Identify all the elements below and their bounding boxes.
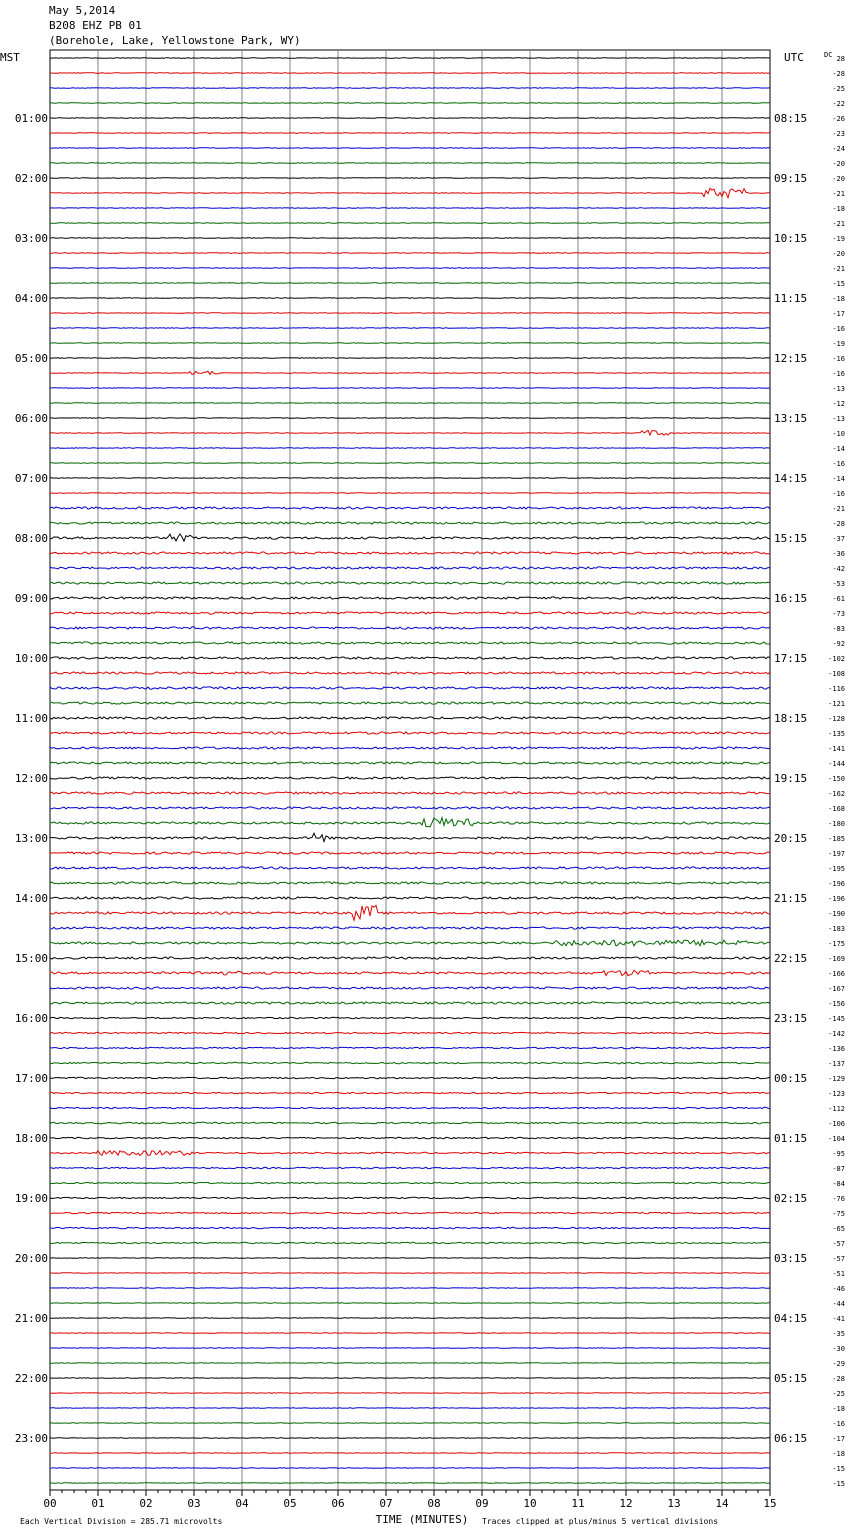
dc-offset-label: -20 — [832, 175, 845, 183]
dc-offset-label: -16 — [832, 355, 845, 363]
dc-offset-label: -95 — [832, 1150, 845, 1158]
trace-line — [50, 298, 770, 299]
trace-line — [50, 178, 770, 179]
left-hour-label: 11:00 — [14, 712, 48, 725]
dc-offset-label: -76 — [832, 1195, 845, 1203]
dc-offset-label: -169 — [828, 955, 845, 963]
trace-line — [50, 940, 770, 946]
dc-offset-label: -21 — [832, 220, 845, 228]
trace-line — [50, 747, 770, 749]
trace-line — [50, 1303, 770, 1304]
left-hour-label: 12:00 — [14, 772, 48, 785]
dc-offset-label: -16 — [832, 370, 845, 378]
left-hour-label: 08:00 — [14, 532, 48, 545]
dc-offset-label: -53 — [832, 580, 845, 588]
dc-offset-label: -12 — [832, 400, 845, 408]
trace-line — [50, 1107, 770, 1108]
trace-line — [50, 463, 770, 464]
trace-line — [50, 493, 770, 494]
trace-line — [50, 897, 770, 899]
trace-line — [50, 388, 770, 389]
right-hour-label: 00:15 — [774, 1072, 808, 1085]
dc-offset-label: -75 — [832, 1210, 845, 1218]
trace-line — [50, 343, 770, 344]
dc-offset-label: 28 — [836, 55, 845, 63]
plot-frame — [50, 50, 770, 1490]
trace-line — [50, 1258, 770, 1259]
dc-offset-label: -44 — [832, 1300, 845, 1308]
x-tick-label: 08 — [427, 1497, 441, 1510]
dc-offset-label: -129 — [828, 1075, 845, 1083]
dc-offset-label: -21 — [832, 190, 845, 198]
dc-offset-label: -16 — [832, 325, 845, 333]
trace-line — [50, 1062, 770, 1063]
trace-line — [50, 148, 770, 149]
right-hour-label: 06:15 — [774, 1432, 808, 1445]
trace-line — [50, 1151, 770, 1156]
dc-offset-label: -116 — [828, 685, 845, 693]
dc-offset-label: -135 — [828, 730, 845, 738]
right-hour-label: 23:15 — [774, 1012, 808, 1025]
dc-offset-label: -17 — [832, 310, 845, 318]
dc-offset-label: -25 — [832, 1390, 845, 1398]
right-hour-label: 12:15 — [774, 352, 808, 365]
dc-offset-label: -65 — [832, 1225, 845, 1233]
location-label: (Borehole, Lake, Yellowstone Park, WY) — [49, 34, 301, 47]
trace-line — [50, 478, 770, 479]
dc-offset-label: -14 — [832, 475, 845, 483]
right-hour-label: 08:15 — [774, 112, 808, 125]
dc-offset-label: -142 — [828, 1030, 845, 1038]
right-hour-label: 02:15 — [774, 1192, 808, 1205]
station-label: B208 EHZ PB 01 — [49, 19, 142, 32]
dc-offset-label: -18 — [832, 1450, 845, 1458]
trace-line — [50, 403, 770, 404]
dc-offset-label: -150 — [828, 775, 845, 783]
trace-line — [50, 1242, 770, 1243]
trace-line — [50, 313, 770, 314]
dc-offset-label: -51 — [832, 1270, 845, 1278]
right-hour-label: 22:15 — [774, 952, 808, 965]
trace-line — [50, 1092, 770, 1093]
trace-line — [50, 73, 770, 74]
dc-offset-label: -144 — [828, 760, 845, 768]
x-axis-title: TIME (MINUTES) — [375, 1513, 469, 1526]
left-hour-label: 03:00 — [14, 232, 48, 245]
right-hour-label: 03:15 — [774, 1252, 808, 1265]
dc-offset-label: -22 — [832, 100, 845, 108]
dc-offset-label: -16 — [832, 490, 845, 498]
trace-line — [50, 777, 770, 779]
x-tick-label: 13 — [667, 1497, 681, 1510]
left-hour-label: 05:00 — [14, 352, 48, 365]
dc-offset-label: -35 — [832, 1330, 845, 1338]
left-hour-label: 15:00 — [14, 952, 48, 965]
x-tick-label: 14 — [715, 1497, 729, 1510]
dc-offset-label: -57 — [832, 1255, 845, 1263]
dc-offset-label: -156 — [828, 1000, 845, 1008]
trace-line — [50, 905, 770, 920]
trace-line — [50, 1453, 770, 1454]
right-hour-label: 01:15 — [774, 1132, 808, 1145]
right-hour-label: 09:15 — [774, 172, 808, 185]
dc-offset-label: -24 — [832, 145, 845, 153]
left-hour-label: 21:00 — [14, 1312, 48, 1325]
dc-offset-label: -18 — [832, 1405, 845, 1413]
dc-offset-label: -112 — [828, 1105, 845, 1113]
dc-offset-label: -57 — [832, 1240, 845, 1248]
dc-offset-label: -36 — [832, 550, 845, 558]
trace-line — [50, 1197, 770, 1198]
x-tick-label: 10 — [523, 1497, 537, 1510]
trace-line — [50, 1333, 770, 1334]
trace-line — [50, 328, 770, 329]
dc-offset-label: -15 — [832, 280, 845, 288]
trace-line — [50, 1288, 770, 1289]
trace-line — [50, 448, 770, 449]
trace-line — [50, 1212, 770, 1213]
dc-offset-label: -18 — [832, 295, 845, 303]
x-tick-label: 15 — [763, 1497, 777, 1510]
trace-line — [50, 208, 770, 209]
trace-line — [50, 1182, 770, 1183]
left-hour-label: 23:00 — [14, 1432, 48, 1445]
dc-offset-label: -102 — [828, 655, 845, 663]
dc-offset-label: -18 — [832, 205, 845, 213]
trace-line — [50, 1378, 770, 1379]
trace-line — [50, 1483, 770, 1484]
dc-offset-label: -19 — [832, 340, 845, 348]
left-hour-label: 04:00 — [14, 292, 48, 305]
trace-line — [50, 1227, 770, 1228]
dc-offset-label: -185 — [828, 835, 845, 843]
x-tick-label: 06 — [331, 1497, 345, 1510]
right-hour-label: 10:15 — [774, 232, 808, 245]
trace-line — [50, 833, 770, 841]
trace-line — [50, 534, 770, 541]
trace-line — [50, 283, 770, 284]
dc-offset-label: -83 — [832, 625, 845, 633]
trace-line — [50, 418, 770, 419]
dc-offset-label: -21 — [832, 265, 845, 273]
left-hour-label: 01:00 — [14, 112, 48, 125]
trace-line — [50, 188, 770, 198]
scale-note: Each Vertical Division = 285.71 microvolts — [20, 1517, 223, 1526]
left-hour-label: 14:00 — [14, 892, 48, 905]
trace-line — [50, 987, 770, 989]
right-hour-label: 05:15 — [774, 1372, 808, 1385]
right-hour-label: 18:15 — [774, 712, 808, 725]
trace-line — [50, 358, 770, 359]
dc-offset-label: -29 — [832, 1360, 845, 1368]
left-hour-label: 17:00 — [14, 1072, 48, 1085]
dc-offset-label: -84 — [832, 1180, 845, 1188]
trace-line — [50, 1002, 770, 1004]
dc-offset-label: -166 — [828, 970, 845, 978]
trace-line — [50, 133, 770, 134]
right-hour-label: 17:15 — [774, 652, 808, 665]
trace-line — [50, 1318, 770, 1319]
x-tick-label: 00 — [43, 1497, 57, 1510]
dc-offset-label: -16 — [832, 460, 845, 468]
right-hour-label: 19:15 — [774, 772, 808, 785]
trace-line — [50, 268, 770, 269]
dc-offset-label: -73 — [832, 610, 845, 618]
dc-offset-label: -197 — [828, 850, 845, 858]
right-hour-label: 15:15 — [774, 532, 808, 545]
dc-offset-label: -14 — [832, 445, 845, 453]
x-tick-label: 05 — [283, 1497, 297, 1510]
dc-offset-label: -141 — [828, 745, 845, 753]
clip-note: Traces clipped at plus/minus 5 vertical divisions — [482, 1517, 719, 1526]
trace-line — [50, 1167, 770, 1168]
trace-line — [50, 1017, 770, 1018]
dc-offset-label: -28 — [832, 70, 845, 78]
trace-line — [50, 762, 770, 764]
trace-line — [50, 957, 770, 959]
x-tick-label: 01 — [91, 1497, 105, 1510]
dc-offset-label: -104 — [828, 1135, 845, 1143]
right-zone-label: UTC — [784, 51, 804, 64]
trace-line — [50, 253, 770, 254]
x-tick-label: 07 — [379, 1497, 393, 1510]
trace-line — [50, 522, 770, 524]
dc-offset-label: -92 — [832, 640, 845, 648]
dc-offset-label: -196 — [828, 895, 845, 903]
trace-group — [50, 58, 770, 1484]
trace-line — [50, 807, 770, 809]
dc-offset-label: -87 — [832, 1165, 845, 1173]
left-zone-label: MST — [0, 51, 20, 64]
trace-line — [50, 627, 770, 629]
trace-line — [50, 882, 770, 884]
dc-offset-label: -21 — [832, 505, 845, 513]
dc-offset-label: -20 — [832, 250, 845, 258]
trace-line — [50, 672, 770, 674]
dc-offset-label: -183 — [828, 925, 845, 933]
trace-line — [50, 1032, 770, 1033]
dc-offset-label: -25 — [832, 85, 845, 93]
dc-offset-label: -30 — [832, 1345, 845, 1353]
trace-line — [50, 88, 770, 89]
dc-offset-label: -23 — [832, 130, 845, 138]
trace-line — [50, 702, 770, 704]
left-hour-label: 22:00 — [14, 1372, 48, 1385]
dc-offset-label: -108 — [828, 670, 845, 678]
trace-line — [50, 58, 770, 59]
trace-line — [50, 163, 770, 164]
x-tick-label: 09 — [475, 1497, 489, 1510]
dc-offset-label: -167 — [828, 985, 845, 993]
dc-offset-label: -42 — [832, 565, 845, 573]
dc-offset-label: -162 — [828, 790, 845, 798]
left-hour-label: 02:00 — [14, 172, 48, 185]
trace-line — [50, 818, 770, 827]
dc-offset-label: -19 — [832, 235, 845, 243]
trace-line — [50, 1122, 770, 1123]
trace-line — [50, 1438, 770, 1439]
dc-offset-label: -175 — [828, 940, 845, 948]
trace-line — [50, 1047, 770, 1048]
label-group — [0, 51, 845, 1526]
trace-line — [50, 103, 770, 104]
trace-line — [50, 1393, 770, 1394]
trace-line — [50, 732, 770, 734]
right-hour-label: 20:15 — [774, 832, 808, 845]
left-hour-label: 07:00 — [14, 472, 48, 485]
x-tick-label: 02 — [139, 1497, 153, 1510]
dc-offset-label: -13 — [832, 415, 845, 423]
trace-line — [50, 223, 770, 224]
left-hour-label: 10:00 — [14, 652, 48, 665]
dc-offset-label: -37 — [832, 535, 845, 543]
left-hour-label: 13:00 — [14, 832, 48, 845]
right-hour-label: 13:15 — [774, 412, 808, 425]
trace-line — [50, 371, 770, 374]
dc-offset-label: -28 — [832, 1375, 845, 1383]
left-hour-label: 09:00 — [14, 592, 48, 605]
trace-line — [50, 867, 770, 869]
trace-line — [50, 507, 770, 509]
minute-grid — [50, 50, 770, 1490]
dc-offset-label: -20 — [832, 160, 845, 168]
dc-offset-label: -10 — [832, 430, 845, 438]
trace-line — [50, 1077, 770, 1078]
dc-offset-label: -136 — [828, 1045, 845, 1053]
trace-line — [50, 852, 770, 854]
dc-offset-label: -195 — [828, 865, 845, 873]
trace-line — [50, 1468, 770, 1469]
date-label: May 5,2014 — [49, 4, 116, 17]
x-tick-label: 03 — [187, 1497, 201, 1510]
trace-line — [50, 1363, 770, 1364]
dc-label: DC — [824, 51, 833, 59]
dc-offset-label: -16 — [832, 1420, 845, 1428]
dc-offset-label: -46 — [832, 1285, 845, 1293]
dc-offset-label: -106 — [828, 1120, 845, 1128]
trace-line — [50, 657, 770, 659]
right-hour-label: 14:15 — [774, 472, 808, 485]
dc-offset-label: -61 — [832, 595, 845, 603]
trace-line — [50, 612, 770, 614]
trace-line — [50, 927, 770, 929]
dc-offset-label: -121 — [828, 700, 845, 708]
dc-offset-label: -15 — [832, 1465, 845, 1473]
left-hour-label: 06:00 — [14, 412, 48, 425]
left-hour-label: 20:00 — [14, 1252, 48, 1265]
dc-offset-label: -17 — [832, 1435, 845, 1443]
trace-line — [50, 567, 770, 569]
trace-line — [50, 430, 770, 435]
trace-line — [50, 1137, 770, 1138]
dc-offset-label: -26 — [832, 115, 845, 123]
trace-line — [50, 642, 770, 644]
dc-offset-label: -28 — [832, 520, 845, 528]
right-hour-label: 04:15 — [774, 1312, 808, 1325]
left-hour-label: 19:00 — [14, 1192, 48, 1205]
right-hour-label: 11:15 — [774, 292, 808, 305]
dc-offset-label: -190 — [828, 910, 845, 918]
trace-line — [50, 1423, 770, 1424]
trace-line — [50, 1348, 770, 1349]
right-hour-label: 21:15 — [774, 892, 808, 905]
dc-offset-label: -196 — [828, 880, 845, 888]
x-tick-label: 04 — [235, 1497, 249, 1510]
left-hour-label: 18:00 — [14, 1132, 48, 1145]
right-hour-label: 16:15 — [774, 592, 808, 605]
trace-line — [50, 597, 770, 599]
trace-line — [50, 717, 770, 719]
dc-offset-label: -180 — [828, 820, 845, 828]
x-tick-label: 12 — [619, 1497, 633, 1510]
dc-offset-label: -13 — [832, 385, 845, 393]
dc-offset-label: -168 — [828, 805, 845, 813]
x-tick-label: 11 — [571, 1497, 585, 1510]
trace-line — [50, 970, 770, 975]
dc-offset-label: -145 — [828, 1015, 845, 1023]
trace-line — [50, 118, 770, 119]
trace-line — [50, 687, 770, 689]
dc-offset-label: -137 — [828, 1060, 845, 1068]
trace-line — [50, 238, 770, 239]
trace-line — [50, 582, 770, 584]
dc-offset-label: -128 — [828, 715, 845, 723]
dc-offset-label: -123 — [828, 1090, 845, 1098]
trace-line — [50, 552, 770, 554]
trace-line — [50, 792, 770, 794]
trace-line — [50, 1408, 770, 1409]
trace-line — [50, 1273, 770, 1274]
left-hour-label: 16:00 — [14, 1012, 48, 1025]
dc-offset-label: -41 — [832, 1315, 845, 1323]
dc-offset-label: -15 — [832, 1480, 845, 1488]
